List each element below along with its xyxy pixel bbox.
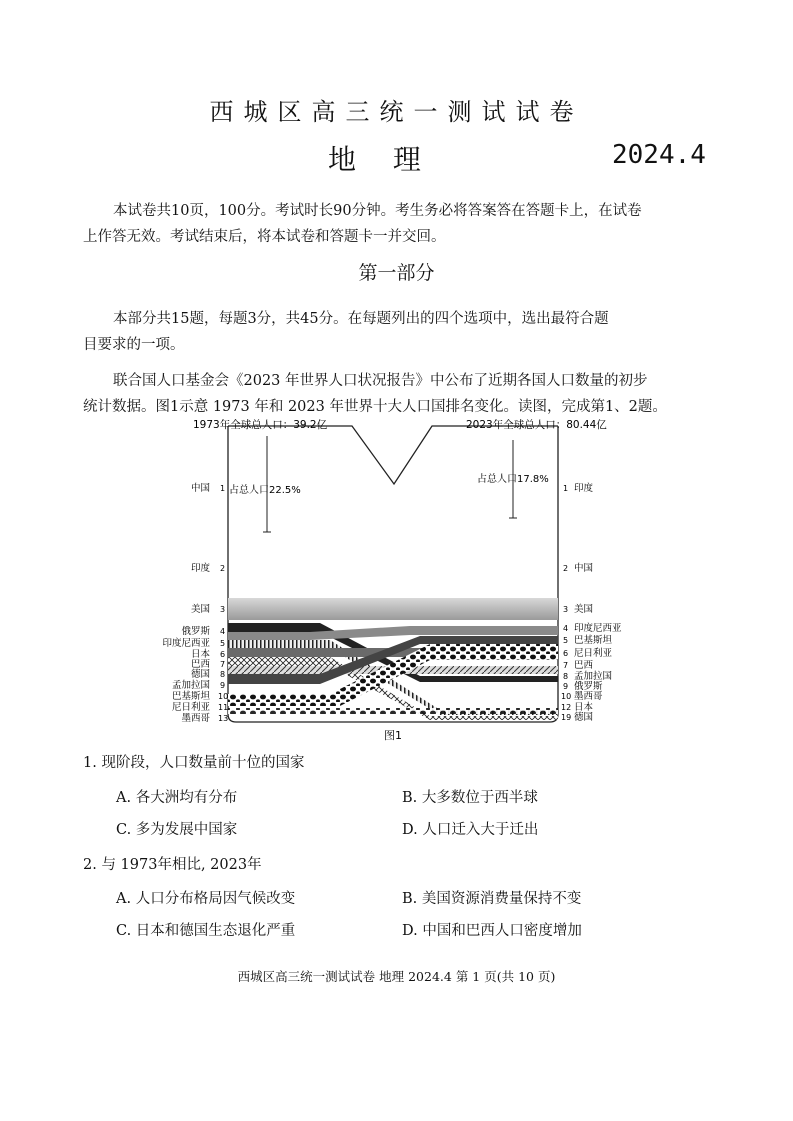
left-country-name: 尼日利亚 — [171, 702, 210, 713]
left-country-rank: 10 — [218, 692, 229, 701]
instructions-line2: 上作答无效。考试结束后，将本试卷和答题卡一并交回。 — [83, 229, 446, 245]
exam-year: 2024.4 — [612, 140, 706, 170]
section-desc-line1: 本部分共15题，每题3分，共45分。在每题列出的四个选项中，选出最符合题 — [113, 311, 609, 327]
question-1-option-b[interactable]: B. 大多数位于西半球 — [402, 790, 538, 806]
right-country-rank: 3 — [563, 605, 569, 614]
right-country-name: 巴西 — [574, 660, 594, 671]
right-country-name: 日本 — [574, 702, 594, 713]
band-mexico — [228, 708, 558, 714]
left-country-rank: 1 — [220, 484, 226, 493]
left-country-name: 日本 — [190, 649, 210, 660]
right-country-labels — [561, 482, 622, 723]
left-country-name: 中国 — [190, 483, 210, 494]
right-country-rank: 8 — [563, 672, 569, 681]
page-footer: 西城区高三统一测试试卷 地理 2024.4 第 1 页(共 10 页) — [237, 969, 556, 984]
left-country-name: 美国 — [190, 604, 210, 615]
left-country-name: 印度 — [190, 563, 210, 574]
left-country-name: 墨西哥 — [181, 713, 210, 724]
right-country-rank: 4 — [563, 624, 569, 633]
question-2-option-b[interactable]: B. 美国资源消费量保持不变 — [402, 891, 582, 907]
question-2-option-c[interactable]: C. 日本和德国生态退化严重 — [116, 923, 296, 939]
left-country-labels — [162, 482, 228, 724]
right-country-name: 孟加拉国 — [574, 671, 613, 682]
right-country-rank: 5 — [563, 636, 569, 645]
left-country-rank: 7 — [220, 660, 226, 669]
right-country-name: 印度 — [574, 483, 594, 494]
left-country-name: 巴西 — [190, 659, 210, 670]
band-usa — [228, 598, 558, 620]
left-share-label: 占总人口22.5% — [229, 485, 301, 496]
figure-caption: 图1 — [384, 729, 402, 742]
subject-title: 地 理 — [328, 143, 435, 176]
right-country-name: 中国 — [574, 563, 594, 574]
right-country-rank: 19 — [561, 713, 572, 722]
right-share-label: 占总人口17.8% — [477, 474, 549, 485]
right-country-name: 德国 — [574, 712, 594, 723]
right-country-name: 美国 — [574, 604, 594, 615]
right-country-rank: 2 — [563, 564, 569, 573]
intro-line2: 统计数据。图1示意 1973 年和 2023 年世界十大人口国排名变化。读图，完成第1、2题。 — [83, 399, 667, 415]
left-country-name: 俄罗斯 — [181, 626, 210, 637]
right-country-name: 印度尼西亚 — [574, 623, 622, 634]
left-country-rank: 2 — [220, 564, 226, 573]
right-country-rank: 12 — [561, 703, 572, 712]
left-country-name: 孟加拉国 — [171, 680, 210, 691]
question-1-option-c[interactable]: C. 多为发展中国家 — [116, 822, 238, 838]
right-country-name: 墨西哥 — [574, 691, 603, 702]
left-country-name: 印度尼西亚 — [162, 638, 210, 649]
question-2-option-a[interactable]: A. 人口分布格局因气候改变 — [116, 891, 296, 907]
left-country-name: 德国 — [190, 669, 210, 680]
right-country-name: 尼日利亚 — [574, 648, 613, 659]
instructions-line1: 本试卷共10页，100分。考试时长90分钟。考生务必将答案答在答题卡上，在试卷 — [113, 203, 642, 219]
left-country-rank: 13 — [218, 714, 229, 723]
question-2-stem: 2. 与 1973年相比, 2023年 — [83, 857, 262, 873]
question-2-option-d[interactable]: D. 中国和巴西人口密度增加 — [402, 923, 582, 939]
right-country-name: 俄罗斯 — [574, 681, 603, 692]
section-title: 第一部分 — [358, 262, 435, 284]
right-country-rank: 10 — [561, 692, 572, 701]
left-country-rank: 6 — [220, 650, 226, 659]
left-country-name: 巴基斯坦 — [171, 691, 210, 702]
right-country-rank: 7 — [563, 661, 569, 670]
left-country-rank: 5 — [220, 639, 226, 648]
left-country-rank: 4 — [220, 627, 226, 636]
section-desc-line2: 目要求的一项。 — [83, 337, 185, 353]
left-total-label: 1973年全球总人口：39.2亿 — [193, 419, 328, 431]
right-total-label: 2023年全球总人口：80.44亿 — [466, 419, 607, 431]
intro-line1: 联合国人口基金会《2023 年世界人口状况报告》中公布了近期各国人口数量的初步 — [113, 373, 648, 389]
question-1-stem: 1. 现阶段，人口数量前十位的国家 — [83, 755, 305, 771]
question-1-option-a[interactable]: A. 各大洲均有分布 — [116, 790, 238, 806]
right-country-rank: 6 — [563, 649, 569, 658]
left-country-rank: 9 — [220, 681, 226, 690]
exam-title: 西城区高三统一测试试卷 — [209, 98, 584, 126]
right-country-rank: 1 — [563, 484, 569, 493]
question-1-option-d[interactable]: D. 人口迁入大于迁出 — [402, 822, 539, 838]
right-country-rank: 9 — [563, 682, 569, 691]
left-country-rank: 3 — [220, 605, 226, 614]
population-rank-figure — [160, 414, 635, 754]
left-country-rank: 11 — [218, 703, 229, 712]
right-country-name: 巴基斯坦 — [574, 635, 613, 646]
left-country-rank: 8 — [220, 670, 226, 679]
